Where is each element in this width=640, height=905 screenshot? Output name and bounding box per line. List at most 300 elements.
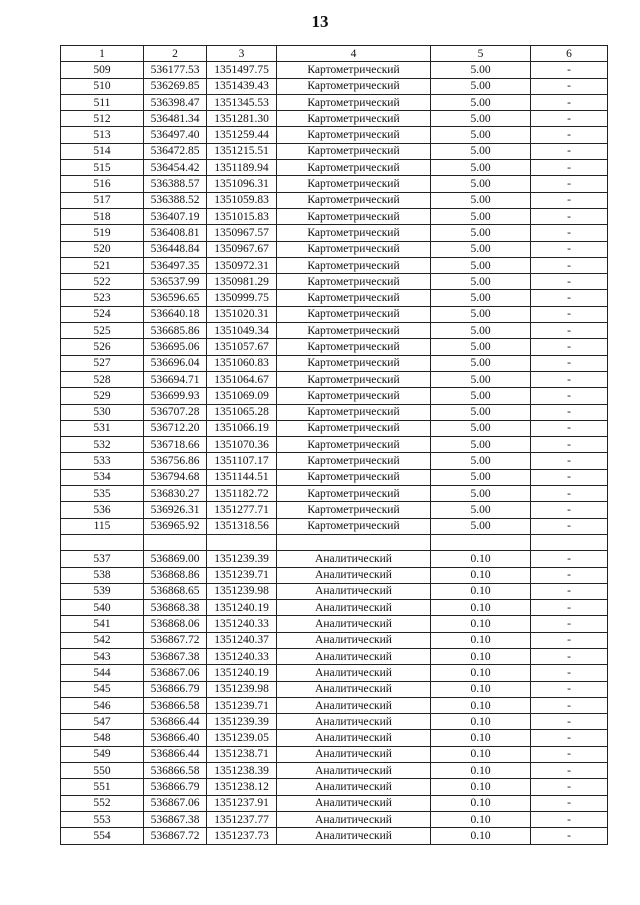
table-cell: 0.10 <box>431 583 531 599</box>
table-cell: 536868.86 <box>144 567 207 583</box>
table-cell: 549 <box>61 746 144 762</box>
table-cell: 536388.57 <box>144 176 207 192</box>
table-cell: - <box>531 111 608 127</box>
table-cell: 536269.85 <box>144 78 207 94</box>
table-cell: - <box>531 437 608 453</box>
table-cell: 1351239.71 <box>207 567 277 583</box>
table-cell: - <box>531 371 608 387</box>
table-cell <box>277 534 431 550</box>
table-cell: 1351239.98 <box>207 583 277 599</box>
table-cell: 5.00 <box>431 62 531 78</box>
table-cell: 536794.68 <box>144 469 207 485</box>
table-row <box>61 714 608 730</box>
table-cell: 1351189.94 <box>207 160 277 176</box>
table-cell: 1351215.51 <box>207 143 277 159</box>
table-cell: 524 <box>61 306 144 322</box>
table-row <box>61 486 608 502</box>
column-header: 1 <box>61 46 144 62</box>
table-cell: 1351239.39 <box>207 714 277 730</box>
table-row <box>61 551 608 567</box>
table-cell: 532 <box>61 437 144 453</box>
table-row <box>61 648 608 664</box>
table-cell: Аналитический <box>277 600 431 616</box>
table-cell: 1351059.83 <box>207 192 277 208</box>
table-cell: 542 <box>61 632 144 648</box>
table-row <box>61 257 608 273</box>
table-cell: - <box>531 160 608 176</box>
table-row <box>61 127 608 143</box>
table-cell: Аналитический <box>277 730 431 746</box>
table-cell: 540 <box>61 600 144 616</box>
table-row <box>61 616 608 632</box>
table-cell: 536707.28 <box>144 404 207 420</box>
table-row <box>61 192 608 208</box>
table-cell: 0.10 <box>431 730 531 746</box>
table-cell <box>431 534 531 550</box>
table-row <box>61 306 608 322</box>
table-cell: Аналитический <box>277 779 431 795</box>
table-cell: 517 <box>61 192 144 208</box>
table-cell: 5.00 <box>431 78 531 94</box>
table-cell: 1351065.28 <box>207 404 277 420</box>
table-cell: 1351318.56 <box>207 518 277 534</box>
table-cell: 536408.81 <box>144 225 207 241</box>
table-cell: Аналитический <box>277 714 431 730</box>
table-cell: Картометрический <box>277 486 431 502</box>
table-row <box>61 795 608 811</box>
table-cell: 5.00 <box>431 225 531 241</box>
table-cell: 1350972.31 <box>207 257 277 273</box>
table-cell: 0.10 <box>431 697 531 713</box>
table-cell: - <box>531 208 608 224</box>
table-cell: Картометрический <box>277 371 431 387</box>
table-cell: 536869.00 <box>144 551 207 567</box>
table-cell: Картометрический <box>277 355 431 371</box>
table-cell: Картометрический <box>277 437 431 453</box>
table-cell: - <box>531 62 608 78</box>
table-cell: 544 <box>61 665 144 681</box>
table-cell: - <box>531 567 608 583</box>
table-cell: 5.00 <box>431 111 531 127</box>
table-cell: 5.00 <box>431 306 531 322</box>
table-cell: - <box>531 94 608 110</box>
table-cell: 536868.65 <box>144 583 207 599</box>
table-cell: 521 <box>61 257 144 273</box>
table-cell: 536866.44 <box>144 714 207 730</box>
table-cell: 1351439.43 <box>207 78 277 94</box>
table-cell: Картометрический <box>277 160 431 176</box>
table-cell: 0.10 <box>431 600 531 616</box>
table-cell: Картометрический <box>277 274 431 290</box>
table-cell: 5.00 <box>431 469 531 485</box>
table-cell: - <box>531 763 608 779</box>
table-cell: 531 <box>61 420 144 436</box>
table-cell: 1351277.71 <box>207 502 277 518</box>
table-cell: 5.00 <box>431 486 531 502</box>
table-cell: 1351237.77 <box>207 811 277 827</box>
table-cell: - <box>531 404 608 420</box>
table-header-row <box>61 46 608 62</box>
table-cell <box>531 534 608 550</box>
table-cell: - <box>531 714 608 730</box>
table-cell: Аналитический <box>277 665 431 681</box>
table-row <box>61 534 608 550</box>
table-cell: - <box>531 339 608 355</box>
table-cell: 536696.04 <box>144 355 207 371</box>
table-cell: 0.10 <box>431 567 531 583</box>
table-row <box>61 339 608 355</box>
table-cell: 536867.06 <box>144 795 207 811</box>
table-cell: 536596.65 <box>144 290 207 306</box>
table-cell: 525 <box>61 323 144 339</box>
table-cell: 1351239.39 <box>207 551 277 567</box>
table-cell: 513 <box>61 127 144 143</box>
table-cell: 5.00 <box>431 127 531 143</box>
table-cell: 536867.38 <box>144 648 207 664</box>
table-row <box>61 502 608 518</box>
table-cell: Картометрический <box>277 339 431 355</box>
table-row <box>61 371 608 387</box>
table-cell: Картометрический <box>277 453 431 469</box>
table-cell: 519 <box>61 225 144 241</box>
table-cell: 1351239.05 <box>207 730 277 746</box>
column-header: 5 <box>431 46 531 62</box>
table-cell: 510 <box>61 78 144 94</box>
table-cell: 0.10 <box>431 648 531 664</box>
table-cell: Аналитический <box>277 828 431 844</box>
table-cell: 536694.71 <box>144 371 207 387</box>
table-cell: 516 <box>61 176 144 192</box>
table-cell: 5.00 <box>431 518 531 534</box>
table-cell: 0.10 <box>431 714 531 730</box>
table-cell: Картометрический <box>277 111 431 127</box>
table-cell: 522 <box>61 274 144 290</box>
table-cell: 5.00 <box>431 274 531 290</box>
table-row <box>61 388 608 404</box>
table-row <box>61 420 608 436</box>
table-row <box>61 274 608 290</box>
table-cell: 536866.58 <box>144 697 207 713</box>
table-cell: 527 <box>61 355 144 371</box>
table-cell: - <box>531 274 608 290</box>
table-cell: 518 <box>61 208 144 224</box>
table-cell: 5.00 <box>431 208 531 224</box>
table-cell: - <box>531 486 608 502</box>
table-row <box>61 176 608 192</box>
table-cell: 536866.79 <box>144 779 207 795</box>
table-cell: 536867.06 <box>144 665 207 681</box>
table-cell: 523 <box>61 290 144 306</box>
table-cell: 536685.86 <box>144 323 207 339</box>
table-cell: 0.10 <box>431 795 531 811</box>
column-header: 6 <box>531 46 608 62</box>
table-cell: - <box>531 420 608 436</box>
table-cell: 536718.66 <box>144 437 207 453</box>
table-cell: 541 <box>61 616 144 632</box>
table-cell: 1351069.09 <box>207 388 277 404</box>
table-row <box>61 404 608 420</box>
table-row <box>61 746 608 762</box>
table-cell: - <box>531 469 608 485</box>
table-cell: - <box>531 648 608 664</box>
table-cell: 536868.06 <box>144 616 207 632</box>
table-cell: 536448.84 <box>144 241 207 257</box>
table-cell: - <box>531 127 608 143</box>
table-cell: 533 <box>61 453 144 469</box>
table-row <box>61 518 608 534</box>
table-cell <box>61 534 144 550</box>
table-row <box>61 323 608 339</box>
table-cell: 1351240.33 <box>207 616 277 632</box>
table-cell: 546 <box>61 697 144 713</box>
table-cell: 1351238.39 <box>207 763 277 779</box>
table-cell: 1351107.17 <box>207 453 277 469</box>
table-row <box>61 78 608 94</box>
table-cell: Картометрический <box>277 404 431 420</box>
table-cell: 536712.20 <box>144 420 207 436</box>
table-cell: 1351345.53 <box>207 94 277 110</box>
table-cell: - <box>531 518 608 534</box>
table-cell: Картометрический <box>277 518 431 534</box>
table-cell: - <box>531 388 608 404</box>
table-cell: 536699.93 <box>144 388 207 404</box>
table-cell: Картометрический <box>277 192 431 208</box>
table-row <box>61 290 608 306</box>
table-cell: - <box>531 143 608 159</box>
table-row <box>61 469 608 485</box>
table-cell: 1351240.19 <box>207 600 277 616</box>
table-cell: 552 <box>61 795 144 811</box>
table-cell: Картометрический <box>277 502 431 518</box>
table-cell: Картометрический <box>277 94 431 110</box>
table-cell: 5.00 <box>431 257 531 273</box>
table-cell: 5.00 <box>431 388 531 404</box>
table-cell: - <box>531 681 608 697</box>
table-row <box>61 208 608 224</box>
table-cell: - <box>531 241 608 257</box>
table-cell: 551 <box>61 779 144 795</box>
table-cell <box>144 534 207 550</box>
table-cell: 0.10 <box>431 665 531 681</box>
table-cell: 547 <box>61 714 144 730</box>
table-cell: Аналитический <box>277 697 431 713</box>
table-cell: 520 <box>61 241 144 257</box>
table-cell: Картометрический <box>277 208 431 224</box>
table-cell: 536177.53 <box>144 62 207 78</box>
table-cell: 1351060.83 <box>207 355 277 371</box>
table-cell: 536866.79 <box>144 681 207 697</box>
table-cell: 515 <box>61 160 144 176</box>
table-cell: Картометрический <box>277 176 431 192</box>
table-cell: 5.00 <box>431 241 531 257</box>
table-cell: Картометрический <box>277 290 431 306</box>
table-cell: 538 <box>61 567 144 583</box>
table-cell: 1351281.30 <box>207 111 277 127</box>
table-cell: Картометрический <box>277 388 431 404</box>
table-cell: 536640.18 <box>144 306 207 322</box>
table-cell: Аналитический <box>277 583 431 599</box>
table-cell: 0.10 <box>431 681 531 697</box>
table-cell: Аналитический <box>277 632 431 648</box>
table-cell: 553 <box>61 811 144 827</box>
table-cell: 537 <box>61 551 144 567</box>
table-cell: 0.10 <box>431 632 531 648</box>
table-row <box>61 665 608 681</box>
table-cell: 536756.86 <box>144 453 207 469</box>
table-cell: 115 <box>61 518 144 534</box>
table-cell: 1351497.75 <box>207 62 277 78</box>
table-cell: 536868.38 <box>144 600 207 616</box>
table-row <box>61 811 608 827</box>
table-cell: 536407.19 <box>144 208 207 224</box>
table-cell: 5.00 <box>431 437 531 453</box>
table-cell: 548 <box>61 730 144 746</box>
table-cell: 1351064.67 <box>207 371 277 387</box>
table-cell: Аналитический <box>277 746 431 762</box>
table-cell: Картометрический <box>277 257 431 273</box>
table-cell: 536 <box>61 502 144 518</box>
table-row <box>61 828 608 844</box>
table-cell: 1351238.71 <box>207 746 277 762</box>
table-cell: - <box>531 697 608 713</box>
table-cell: - <box>531 583 608 599</box>
table-cell: 1351237.73 <box>207 828 277 844</box>
table-cell: - <box>531 600 608 616</box>
table-cell: 1350981.29 <box>207 274 277 290</box>
table-cell: Картометрический <box>277 78 431 94</box>
table-cell: 1350999.75 <box>207 290 277 306</box>
table-row <box>61 779 608 795</box>
table-cell: 5.00 <box>431 355 531 371</box>
table-cell: Картометрический <box>277 241 431 257</box>
table-cell: - <box>531 192 608 208</box>
table-cell: 530 <box>61 404 144 420</box>
table-cell: Картометрический <box>277 127 431 143</box>
table-cell: 536497.35 <box>144 257 207 273</box>
table-cell: 5.00 <box>431 323 531 339</box>
table-cell: 512 <box>61 111 144 127</box>
table-cell: - <box>531 453 608 469</box>
table-cell: 529 <box>61 388 144 404</box>
table-cell: - <box>531 551 608 567</box>
table-cell: 5.00 <box>431 290 531 306</box>
table-row <box>61 355 608 371</box>
table-cell: 0.10 <box>431 779 531 795</box>
table-cell: - <box>531 730 608 746</box>
table-cell: Картометрический <box>277 306 431 322</box>
table-cell: 5.00 <box>431 94 531 110</box>
table-cell: Аналитический <box>277 648 431 664</box>
table-row <box>61 567 608 583</box>
table-cell: - <box>531 323 608 339</box>
table-row <box>61 160 608 176</box>
table-cell: 511 <box>61 94 144 110</box>
table-cell: 536388.52 <box>144 192 207 208</box>
table-row <box>61 143 608 159</box>
table-cell: 0.10 <box>431 616 531 632</box>
table-cell: 534 <box>61 469 144 485</box>
table-cell: 536398.47 <box>144 94 207 110</box>
table-cell: - <box>531 257 608 273</box>
table-cell: 554 <box>61 828 144 844</box>
table-row <box>61 600 608 616</box>
table-cell: 1351239.71 <box>207 697 277 713</box>
table-cell: 1351049.34 <box>207 323 277 339</box>
table-cell: Аналитический <box>277 616 431 632</box>
table-cell: 536472.85 <box>144 143 207 159</box>
table-cell: - <box>531 225 608 241</box>
column-header: 4 <box>277 46 431 62</box>
table-cell: 0.10 <box>431 746 531 762</box>
table-cell: 0.10 <box>431 763 531 779</box>
table-cell: 1351070.36 <box>207 437 277 453</box>
table-cell: - <box>531 502 608 518</box>
table-cell: 536965.92 <box>144 518 207 534</box>
table-cell: 536454.42 <box>144 160 207 176</box>
table-row <box>61 62 608 78</box>
table-row <box>61 681 608 697</box>
page-number: 13 <box>311 12 329 31</box>
table-cell: 5.00 <box>431 420 531 436</box>
table-cell: - <box>531 795 608 811</box>
table-cell: 5.00 <box>431 160 531 176</box>
table-cell: Аналитический <box>277 795 431 811</box>
table-cell: 5.00 <box>431 143 531 159</box>
table-cell: - <box>531 632 608 648</box>
table-cell: 5.00 <box>431 192 531 208</box>
table-row <box>61 632 608 648</box>
table-cell: 0.10 <box>431 551 531 567</box>
table-cell: - <box>531 306 608 322</box>
table-row <box>61 697 608 713</box>
table-cell: 536830.27 <box>144 486 207 502</box>
table-cell: - <box>531 811 608 827</box>
table-cell: 0.10 <box>431 811 531 827</box>
table-cell: 1351240.37 <box>207 632 277 648</box>
table-cell: Аналитический <box>277 567 431 583</box>
table-cell: Картометрический <box>277 469 431 485</box>
table-row <box>61 453 608 469</box>
table-cell: 1351057.67 <box>207 339 277 355</box>
table-cell: 550 <box>61 763 144 779</box>
table-cell: 0.10 <box>431 828 531 844</box>
table-row <box>61 730 608 746</box>
table-cell: 1351182.72 <box>207 486 277 502</box>
table-cell: 536866.44 <box>144 746 207 762</box>
table-cell: Картометрический <box>277 62 431 78</box>
table-cell: - <box>531 746 608 762</box>
table-cell: Картометрический <box>277 323 431 339</box>
table-cell: 1351096.31 <box>207 176 277 192</box>
table-cell: - <box>531 616 608 632</box>
table-cell: 545 <box>61 681 144 697</box>
table-cell: 1351239.98 <box>207 681 277 697</box>
table-cell: Картометрический <box>277 225 431 241</box>
table-cell: 514 <box>61 143 144 159</box>
table-cell: 5.00 <box>431 404 531 420</box>
table-cell: 1351240.33 <box>207 648 277 664</box>
table-cell: 1351144.51 <box>207 469 277 485</box>
table-cell: 5.00 <box>431 176 531 192</box>
table-cell: Аналитический <box>277 811 431 827</box>
table-cell: - <box>531 665 608 681</box>
table-cell: 536867.38 <box>144 811 207 827</box>
table-cell: 536537.99 <box>144 274 207 290</box>
table-cell: - <box>531 779 608 795</box>
table-cell: 1351066.19 <box>207 420 277 436</box>
table-cell: 1350967.67 <box>207 241 277 257</box>
table-cell: 1351240.19 <box>207 665 277 681</box>
